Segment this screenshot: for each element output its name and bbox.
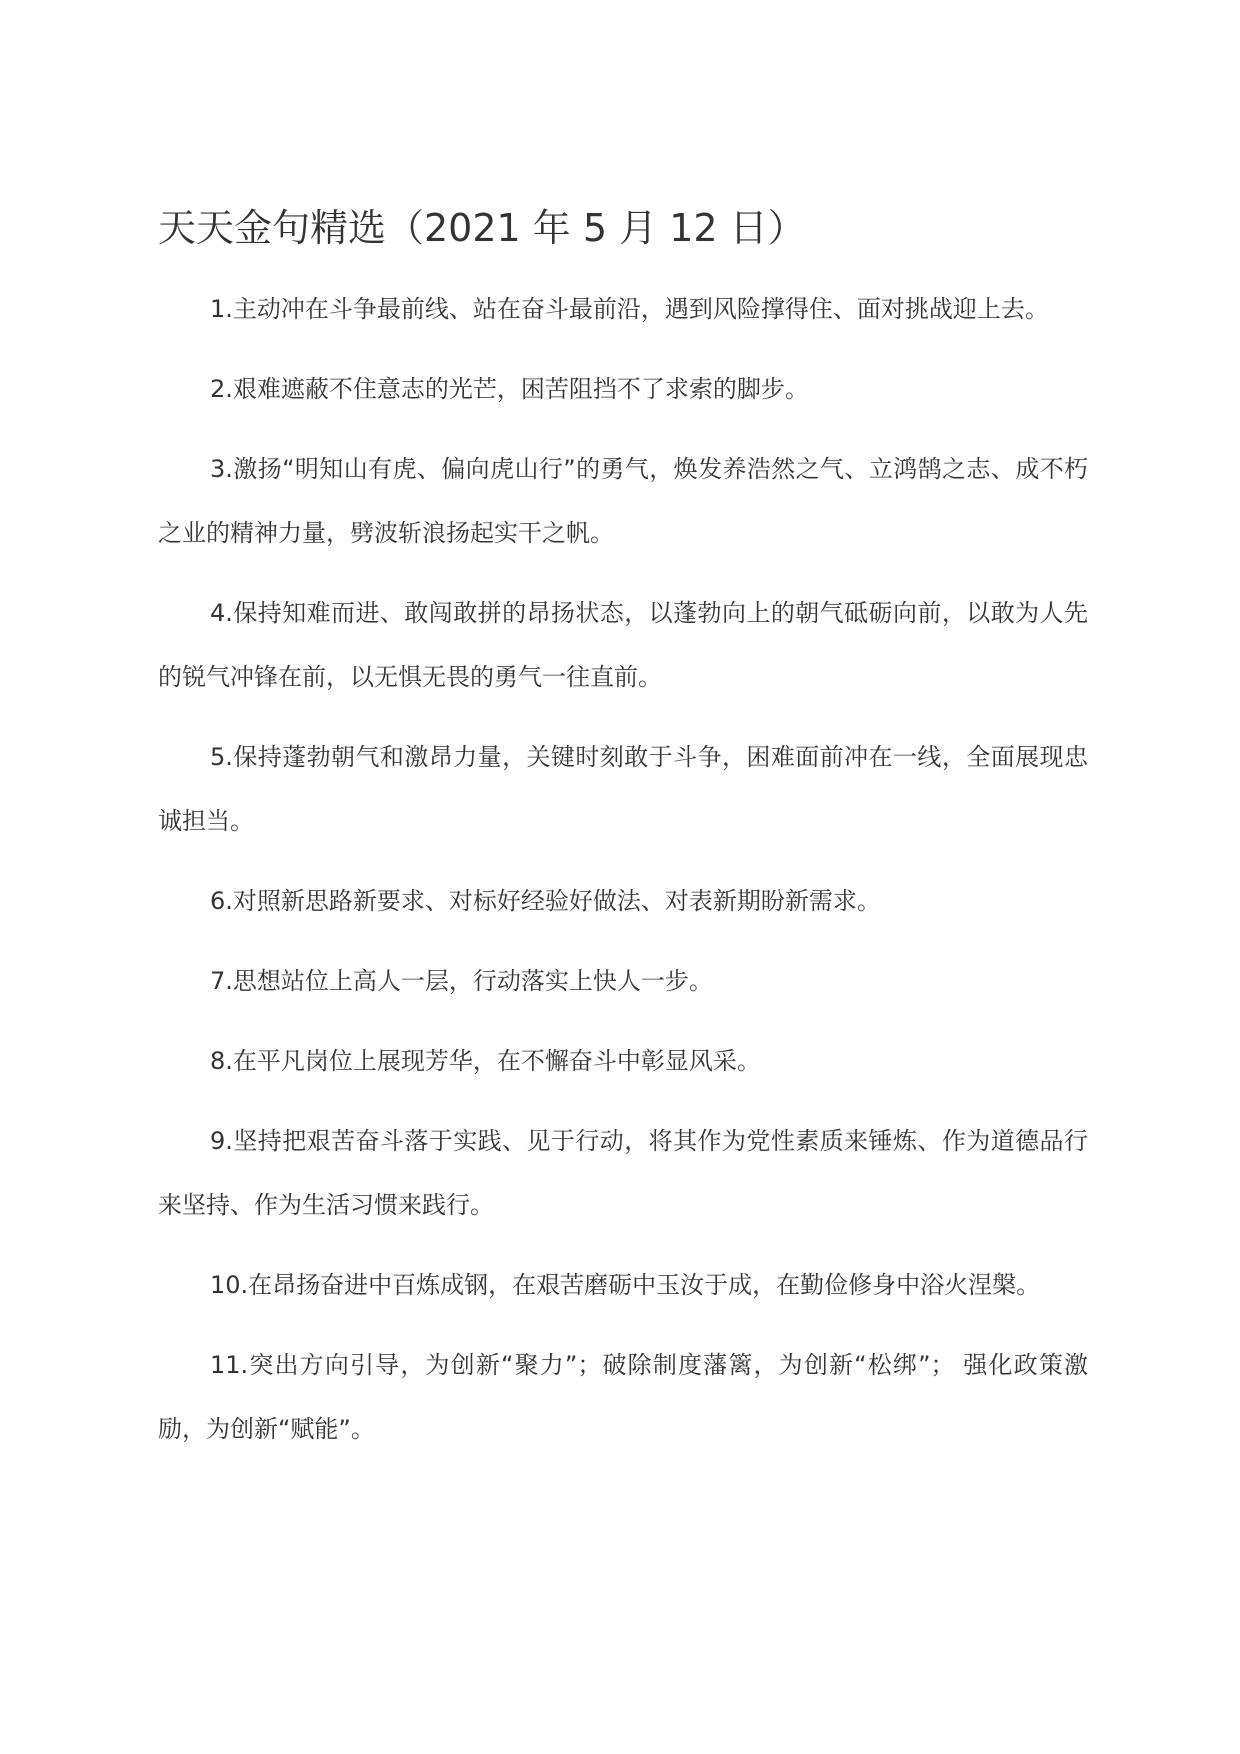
quote-item: 6.对照新思路新要求、对标好经验好做法、对表新期盼新需求。 xyxy=(210,887,881,915)
quote-list xyxy=(158,277,1088,1477)
quote-item: 5.保持蓬勃朝气和激昂力量，关键时刻敢于斗争，困难面前冲在一线，全面展现忠诚担当。 xyxy=(158,743,1088,835)
quote-item: 11.突出方向引导，为创新“聚力”；破除制度藩篱，为创新“松绑”； 强化政策激励，为创新“赋能”。 xyxy=(158,1351,1088,1443)
quote-item: 8.在平凡岗位上展现芳华，在不懈奋斗中彰显风采。 xyxy=(210,1047,761,1075)
quote-item: 9.坚持把艰苦奋斗落于实践、见于行动，将其作为党性素质来锤炼、作为道德品行来坚持、作为生活习惯来践行。 xyxy=(158,1127,1088,1219)
quote-item: 2.艰难遮蔽不住意志的光芒，困苦阻挡不了求索的脚步。 xyxy=(210,375,809,403)
quote-item: 10.在昂扬奋进中百炼成钢，在艰苦磨砺中玉汝于成，在勤俭修身中浴火涅槃。 xyxy=(210,1271,1041,1299)
quote-item: 1.主动冲在斗争最前线、站在奋斗最前沿，遇到风险撑得住、面对挑战迎上去。 xyxy=(210,295,1049,323)
quote-item: 4.保持知难而进、敢闯敢拼的昂扬状态，以蓬勃向上的朝气砥砺向前，以敢为人先的锐气冲锋在前，以无惧无畏的勇气一往直前。 xyxy=(158,599,1088,691)
quote-item: 3.激扬“明知山有虎、偏向虎山行”的勇气，焕发养浩然之气、立鸿鹄之志、成不朽之业的精神力量，劈波斩浪扬起实干之帆。 xyxy=(158,455,1088,547)
document-title: 天天金句精选（2021 年 5 月 12 日） xyxy=(158,206,806,250)
quote-item: 7.思想站位上高人一层，行动落实上快人一步。 xyxy=(210,967,713,995)
